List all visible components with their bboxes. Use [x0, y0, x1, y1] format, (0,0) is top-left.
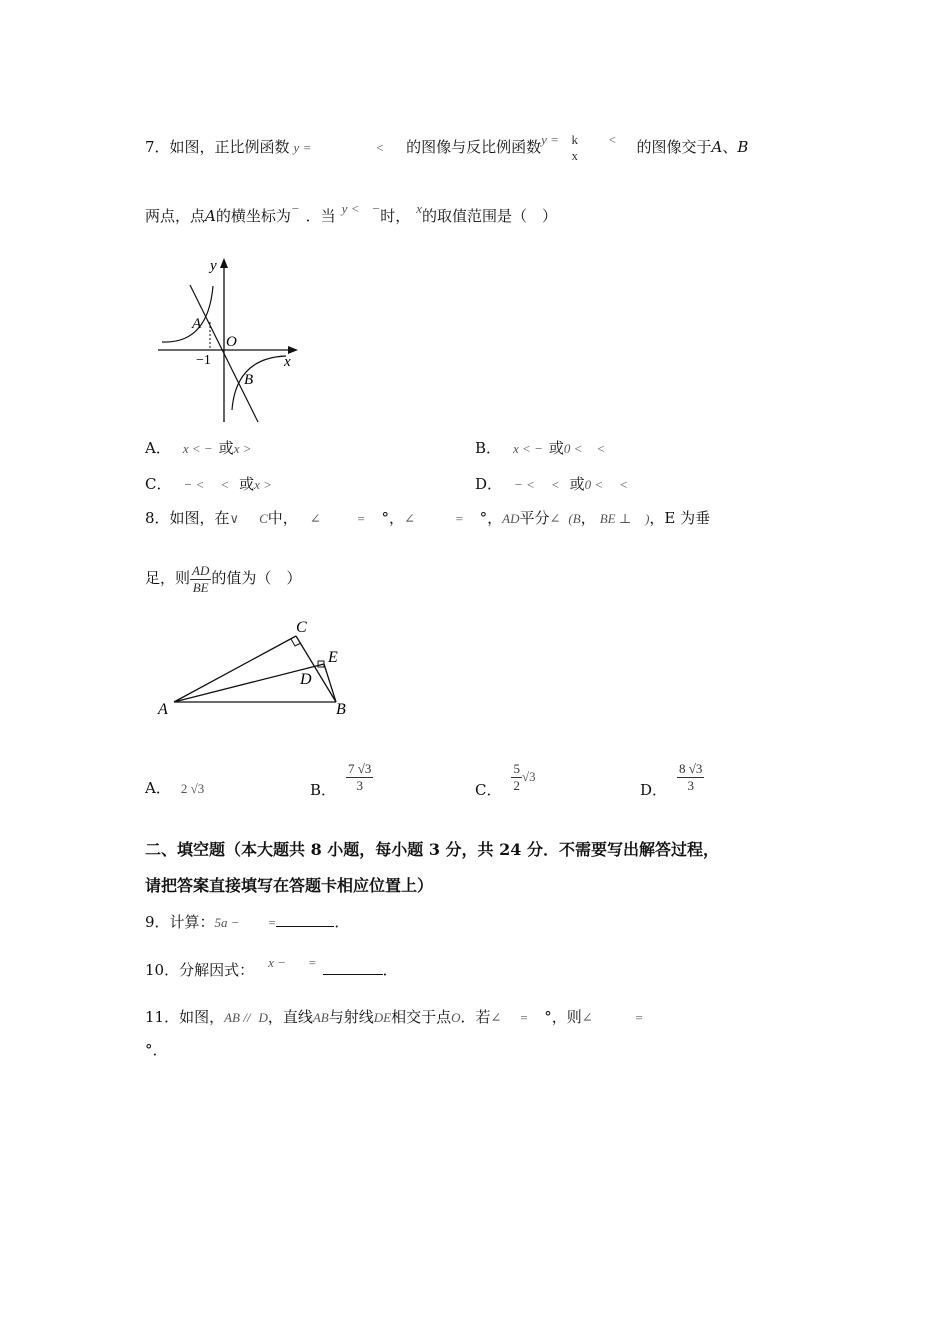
q7-graph [150, 250, 310, 430]
x-axis-arrow-icon [288, 346, 298, 354]
label-neg1: −1 [196, 353, 211, 368]
q8-be: BE ⊥ [599, 511, 632, 526]
q8-option-a[interactable] [145, 778, 204, 799]
q7-line2 [145, 201, 558, 227]
q7-frac-bottom: x [571, 148, 578, 163]
q11-o: O [451, 1010, 461, 1025]
label-c: C [296, 619, 307, 636]
q8-mid1: 中， [267, 509, 298, 527]
option-frac [677, 761, 704, 794]
frac-top: AD [192, 562, 210, 578]
q11-mid3: 相交于点 [391, 1008, 452, 1026]
q7-l2-neg2: − [371, 201, 381, 216]
q8-deg2: °， [479, 509, 503, 527]
hyperbola-branch-left [162, 286, 213, 342]
q9-expr: 5a − [214, 915, 240, 930]
q11-de: DE [373, 1010, 392, 1025]
q10-eq: = [307, 955, 317, 970]
q11-prefix: 11．如图， [145, 1008, 225, 1026]
angle-symbol: ∠ [490, 1010, 502, 1025]
frac-top: 8 √3 [679, 760, 703, 776]
q11-ab: AB // [224, 1010, 251, 1025]
q7-l2-suffix: 的取值范围是（ ） [422, 207, 558, 225]
q8-e-text: ，E 为垂 [649, 509, 711, 527]
label-b: B [244, 372, 254, 388]
option-label: C． [475, 781, 502, 799]
angle-symbol: ∠ [549, 511, 561, 526]
q11-eq1: = [519, 1010, 529, 1025]
q11-line1 [145, 1007, 643, 1028]
q7-l2-pt-a: A [205, 207, 216, 225]
q7-option-a[interactable] [145, 438, 251, 459]
frac-bottom: 3 [687, 777, 694, 793]
option-part: x < − [513, 441, 543, 456]
q8-option-d[interactable] [640, 756, 704, 799]
option-part: x > [233, 441, 252, 456]
option-part: − < [514, 477, 535, 492]
q7-l2-mid2: ．当 [305, 207, 336, 225]
option-label: A． [145, 439, 171, 457]
q8-mid2: 平分 [519, 509, 550, 527]
frac-bottom: 2 [513, 777, 520, 793]
option-tail: √3 [521, 769, 536, 784]
q9-prefix: 9．计算： [145, 913, 215, 931]
q7-suffix: 的图像交于 [636, 138, 712, 156]
q9-end: ． [334, 913, 350, 931]
q7-l2-neg: − [290, 201, 300, 216]
q7-eq2: y = [541, 132, 559, 147]
label-x: x [284, 354, 291, 370]
q8-line1 [145, 508, 710, 529]
q9-answer-blank[interactable] [276, 912, 334, 927]
q7-l2-mid1: 的横坐标为 [215, 207, 291, 225]
option-value: 2 √3 [180, 781, 205, 796]
q7-k-over-x [568, 132, 582, 164]
q8-triangle-figure [150, 612, 360, 722]
frac-bottom: 3 [356, 777, 363, 793]
option-or: 或 [548, 439, 564, 457]
q8-ab: (B [568, 511, 581, 526]
label-a: A [192, 316, 202, 332]
frac-top: 5 [513, 760, 520, 776]
q7-sep: 、 [722, 138, 738, 156]
q11-ab2: AB [312, 1010, 329, 1025]
label-o: O [226, 334, 237, 350]
q9-eq: = [267, 915, 277, 930]
option-part: 0 < [563, 441, 583, 456]
option-label: D． [640, 781, 668, 799]
option-frac [346, 761, 373, 794]
frac-top: 7 √3 [348, 760, 372, 776]
q8-c: C [259, 511, 268, 526]
q7-lt2: < [607, 132, 617, 147]
frac-bottom: BE [192, 579, 209, 595]
q8-l2-prefix: 足，则 [145, 569, 191, 587]
section2-title-line1: 二、填空题（本大题共 8 小题，每小题 3 分，共 24 分．不需要写出解答过程， [145, 840, 719, 859]
option-or: 或 [239, 475, 255, 493]
q8-comma: ， [580, 509, 596, 527]
q10-answer-blank[interactable] [323, 960, 383, 975]
option-or: 或 [569, 475, 585, 493]
q11-mid1: ，直线 [267, 1008, 313, 1026]
option-part: x > [254, 477, 272, 492]
q8-eq2: = [454, 511, 464, 526]
q7-pt-b: B [737, 138, 749, 156]
label-y: y [210, 258, 217, 274]
q8-l2-suffix: 的值为（ ） [211, 569, 302, 587]
option-label: D． [475, 475, 503, 493]
q8-option-b[interactable] [310, 756, 373, 799]
option-or: 或 [218, 439, 234, 457]
q11-cd: D [258, 1010, 268, 1025]
q11-mid4: ．若 [460, 1008, 491, 1026]
q7-l2-mid3: 时， [380, 207, 411, 225]
angle-symbol: ∠ [581, 1010, 593, 1025]
label-a: A [158, 701, 168, 718]
q7-option-d[interactable] [475, 474, 628, 495]
option-label: C． [145, 475, 172, 493]
section2-title-line2: 请把答案直接填写在答题卡相应位置上） [145, 876, 434, 895]
q10-end: ． [382, 961, 398, 979]
option-part: < [596, 441, 606, 456]
option-part: < [550, 477, 560, 492]
q8-option-c[interactable] [475, 756, 536, 797]
q8-paren: ) [645, 511, 650, 526]
segment-be [324, 664, 336, 702]
q7-option-c[interactable] [145, 474, 272, 495]
q7-mid: 的图像与反比例函数 [406, 138, 542, 156]
y-axis-arrow-icon [220, 258, 228, 268]
q7-eq1: y = [293, 140, 312, 155]
q7-prefix: 7．如图，正比例函数 [145, 138, 290, 156]
q7-pt-a: A [711, 138, 723, 156]
option-part: < [220, 477, 230, 492]
option-part: − < [183, 477, 205, 492]
option-part: 0 < [584, 477, 604, 492]
q8-eq1: = [356, 511, 366, 526]
label-b: B [336, 701, 346, 718]
q7-l2-prefix: 两点，点 [145, 207, 206, 225]
q10 [145, 955, 398, 981]
q7-line1 [145, 132, 748, 164]
q7-frac-top: k [571, 132, 578, 147]
q11-line2: °． [145, 1041, 168, 1059]
option-label: B． [475, 439, 502, 457]
label-e: E [328, 649, 338, 666]
q7-l2-var: x [416, 201, 423, 216]
q8-deg1: °， [381, 509, 404, 527]
q7-lt1: < [375, 140, 385, 155]
ad-over-be [190, 563, 211, 596]
q7-option-b[interactable] [475, 438, 605, 459]
angle-symbol: ∠ [309, 511, 321, 526]
option-label: B． [310, 781, 337, 799]
q8-prefix: 8．如图，在 [145, 509, 230, 527]
q11-deg: °，则 [544, 1008, 582, 1026]
label-d: D [300, 671, 312, 688]
q10-expr: x − [268, 955, 286, 970]
q8-ad: AD [502, 511, 520, 526]
q10-prefix: 10．分解因式： [145, 961, 255, 979]
q11-eq2: = [634, 1010, 644, 1025]
q9 [145, 912, 349, 933]
q11-mid2: 与射线 [328, 1008, 374, 1026]
triangle-symbol: ∨ [229, 511, 240, 526]
option-label: A． [145, 779, 171, 797]
segment-ac [174, 636, 296, 702]
q8-line2 [145, 560, 301, 596]
option-frac [511, 761, 522, 794]
option-part: x < − [182, 441, 213, 456]
q7-l2-cond: y < [341, 201, 360, 216]
option-part: < [619, 477, 628, 492]
hyperbola-branch-right [232, 356, 286, 410]
angle-symbol: ∠ [403, 511, 415, 526]
